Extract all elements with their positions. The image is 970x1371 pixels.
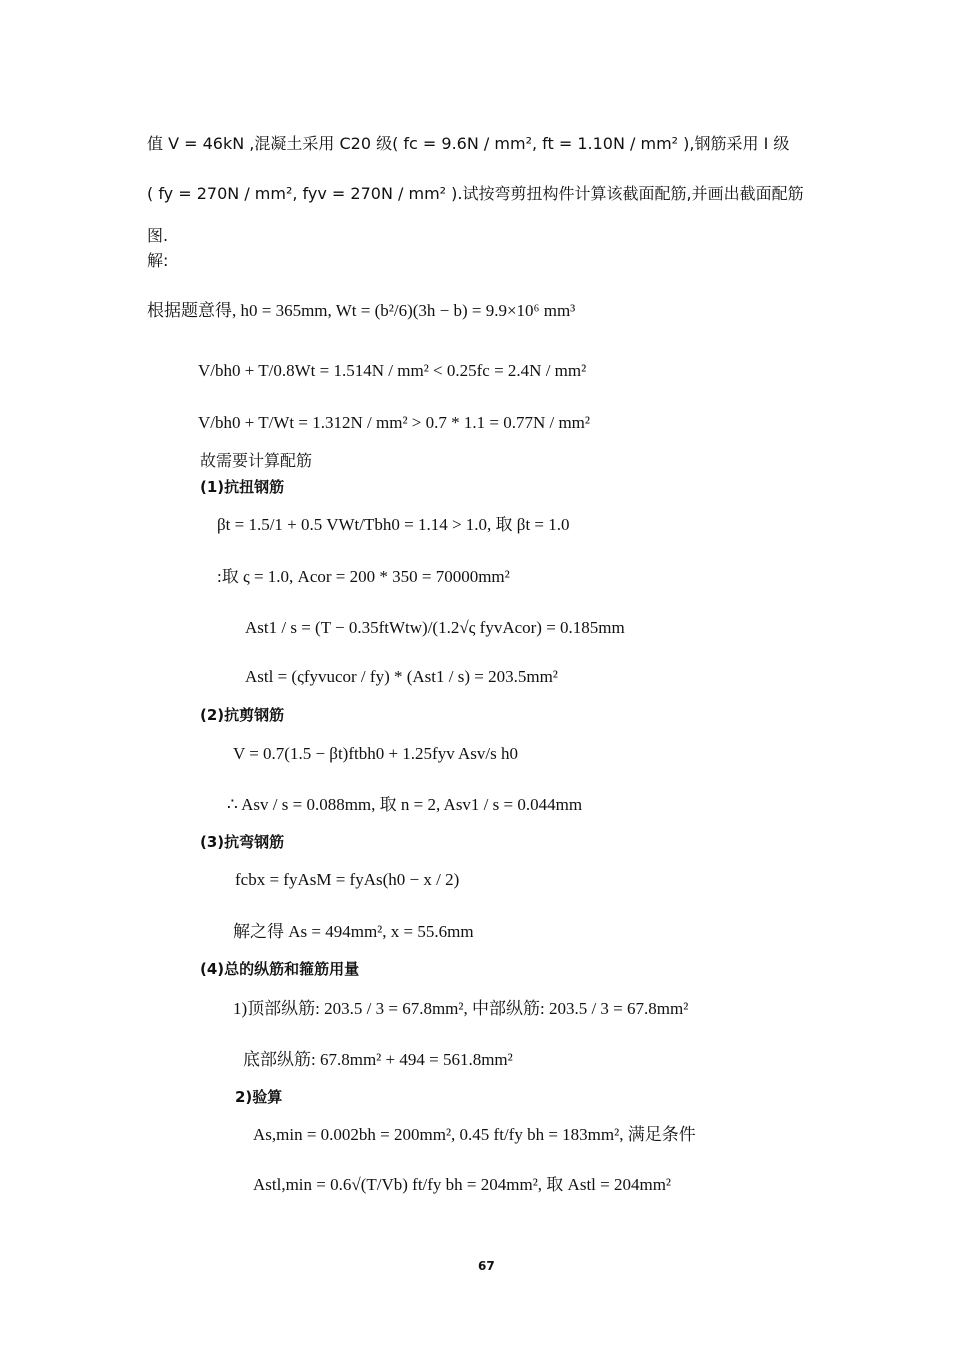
- section-check-2: V/bh0 + T/Wt = 1.312N / mm² > 0.7 * 1.1 = 0.77N / mm²: [198, 413, 591, 432]
- shear-equation: V = 0.7(1.5 − βt)ftbh0 + 1.25fyv Asv/s h0: [233, 744, 519, 763]
- bending-result: 解之得 As = 494mm², x = 55.6mm: [233, 922, 474, 941]
- torsion-ast1-equation: Ast1 / s = (T − 0.35ftWtw)/(1.2√ς fyvAcor) = 0.185mm: [245, 618, 625, 637]
- top-longitudinal-bars: 1)顶部纵筋: 203.5 / 3 = 67.8mm², 中部纵筋: 203.5 / 3 = 67.8mm²: [233, 999, 689, 1018]
- check-conclusion: 故需要计算配筋: [200, 451, 313, 470]
- solution-label: 解:: [147, 251, 169, 270]
- page-number: 67: [478, 1259, 495, 1273]
- torsion-heading: (1)抗扭钢筋: [200, 478, 285, 496]
- given-values: 根据题意得, h0 = 365mm, Wt = (b²/6)(3h − b) = 9.9×10⁶ mm³: [147, 301, 576, 320]
- problem-line-1: 值 V = 46kN ,混凝土采用 C20 级( fc = 9.6N / mm², ft = 1.10N / mm² ),钢筋采用 I 级: [147, 134, 790, 153]
- torsion-astl-equation: Astl = (ςfyvucor / fy) * (Ast1 / s) = 203.5mm²: [245, 667, 558, 686]
- bending-heading: (3)抗弯钢筋: [200, 833, 285, 851]
- shear-result: ∴ Asv / s = 0.088mm, 取 n = 2, Asv1 / s = 0.044mm: [227, 795, 583, 814]
- problem-line-2: ( fy = 270N / mm², fyv = 270N / mm² ).试按弯剪扭构件计算该截面配筋,并画出截面配筋: [147, 184, 804, 203]
- shear-heading: (2)抗剪钢筋: [200, 706, 285, 724]
- torsion-zeta-equation: :取 ς = 1.0, Acor = 200 * 350 = 70000mm²: [217, 567, 510, 586]
- problem-line-3: 图.: [147, 226, 169, 245]
- bottom-longitudinal-bars: 底部纵筋: 67.8mm² + 494 = 561.8mm²: [243, 1050, 513, 1069]
- section-check-1: V/bh0 + T/0.8Wt = 1.514N / mm² < 0.25fc = 2.4N / mm²: [198, 361, 587, 380]
- torsion-beta-equation: βt = 1.5/1 + 0.5 VWt/Tbh0 = 1.14 > 1.0, 取 βt = 1.0: [217, 515, 570, 534]
- min-reinforcement-check: As,min = 0.002bh = 200mm², 0.45 ft/fy bh = 183mm², 满足条件: [253, 1125, 696, 1144]
- bending-equation: fcbx = fyAsM = fyAs(h0 − x / 2): [235, 870, 460, 889]
- verification-heading: 2)验算: [235, 1088, 283, 1106]
- min-torsion-bar-check: Astl,min = 0.6√(T/Vb) ft/fy bh = 204mm², 取 Astl = 204mm²: [253, 1175, 672, 1194]
- total-heading: (4)总的纵筋和箍筋用量: [200, 960, 360, 978]
